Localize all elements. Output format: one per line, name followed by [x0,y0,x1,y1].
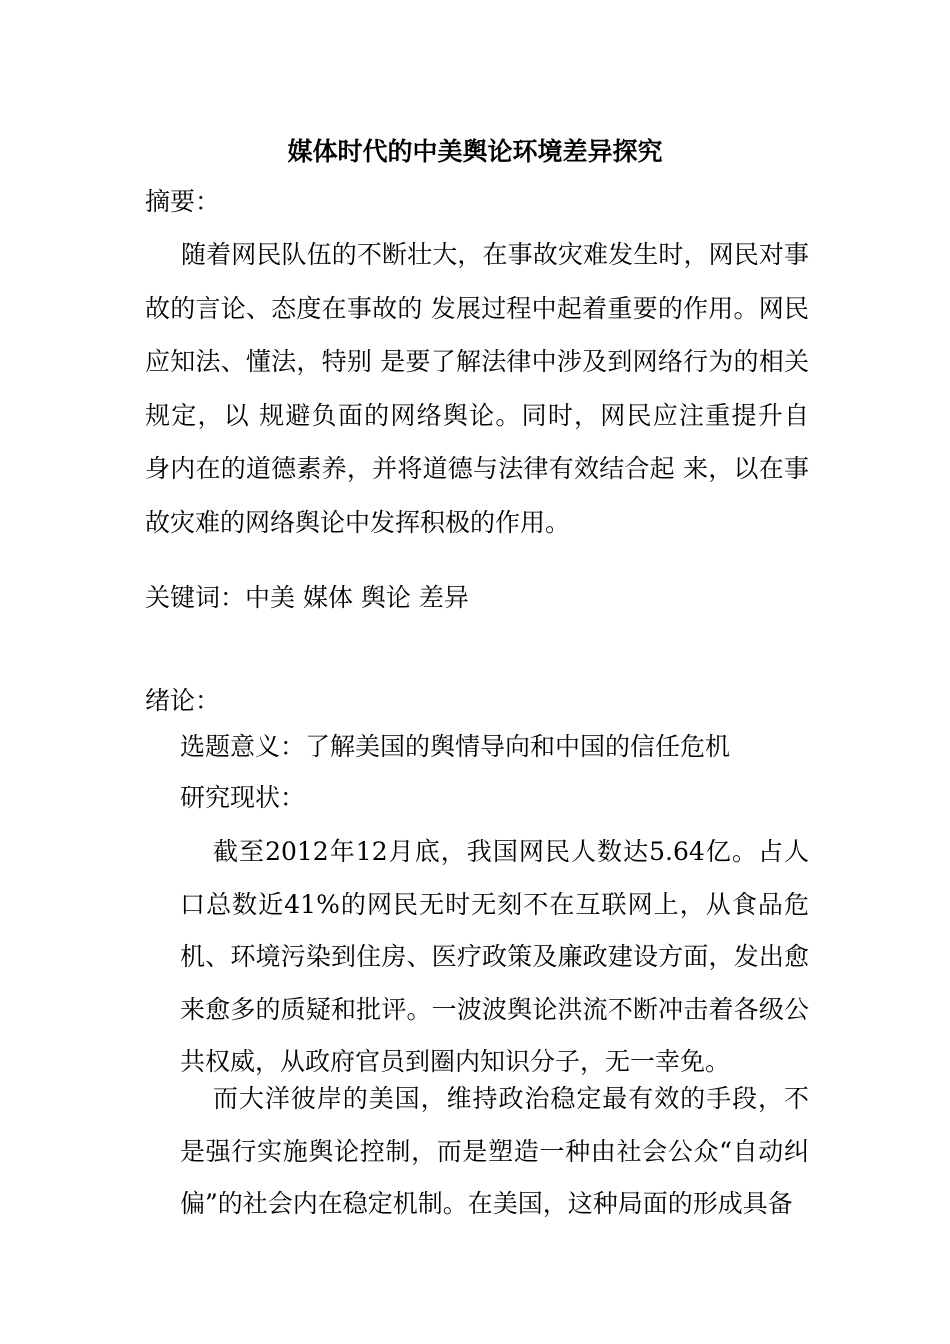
abstract-label: 摘要： [145,187,221,216]
research-status-label: 研究现状： [180,783,306,812]
keywords-line: 关键词：中美 媒体 舆论 差异 [145,583,469,612]
introduction-label: 绪论： [145,686,221,715]
document-title: 媒体时代的中美舆论环境差异探究 [287,137,663,166]
topic-significance: 选题意义：了解美国的舆情导向和中国的信任危机 [180,732,731,761]
body-paragraph-2: 而大洋彼岸的美国，维持政治稳定最有效的手段，不是强行实施舆论控制，而是塑造一种由社会公众“自动纠偏”的社会内在稳定机制。在美国，这种局面的形成具备 [180,1084,809,1218]
abstract-paragraph: 随着网民队伍的不断壮大，在事故灾难发生时，网民对事故的言论、态度在事故的 发展过程中起着重要的作用。网民应知法、懂法，特别 是要了解法律中涉及到网络行为的相关规定，以 规避负面的网络舆论。同时，网民应注重提升自 身内在的道德素养，并将道德与法律有效结合起 来，以在事故灾难的网络舆论中发挥积极的作用。 [145,240,809,537]
body-paragraph-1: 截至2012年12月底，我国网民人数达5.64亿。占人口总数近41%的网民无时无刻不在互联网上，从食品危机、环境污染到住房、医疗政策及廉政建设方面，发出愈来愈多的质疑和批评。一波波舆论洪流不断冲击着各级公共权威，从政府官员到圈内知识分子，无一幸免。 [180,837,809,1076]
